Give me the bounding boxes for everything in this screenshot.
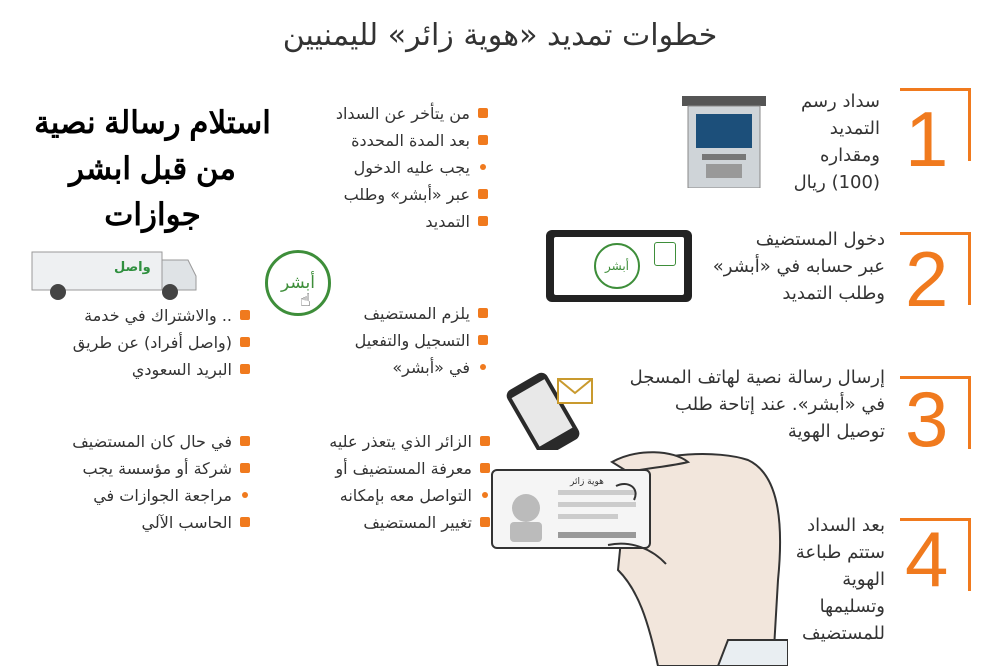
overlay-line-1: استلام رسالة نصية [34, 105, 271, 140]
step-1-number: 1 [905, 95, 949, 183]
hand-holding-card [488, 440, 788, 666]
note-change-host: الزائر الذي يتعذر عليه معرفة المستضيف أو التواصل معه بإمكانه تغيير المستضيف [270, 428, 492, 536]
note-late-payment: من يتأخر عن السداد بعد المدة المحددة يجب عليه الدخول عبر «أبشر» وطلب التمديد [290, 100, 490, 235]
step-3-number: 3 [905, 375, 949, 463]
step-1-text: سداد رسم التمديد ومقداره (100) ريال [793, 91, 880, 193]
overlay-caption [20, 100, 285, 238]
emblem-icon [654, 242, 676, 266]
note-register-absher: يلزم المستضيف التسجيل والتفعيل في «أبشر» [290, 300, 490, 381]
absher-logo-small: أبشر [594, 243, 640, 289]
wasel-van-icon [30, 250, 198, 302]
overlay-line-2: من قبل ابشر جوازات [68, 151, 237, 232]
phone-message-icon [500, 365, 600, 450]
step-2-number: 2 [905, 235, 949, 323]
note-wasel-subscription: .. والاشتراك في خدمة (واصل أفراد) عن طريق البريد السعودي [20, 302, 252, 383]
step-4-number: 4 [905, 515, 949, 603]
step-2-text: دخول المستضيف عبر حسابه في «أبشر» وطلب التمديد [712, 229, 885, 304]
wasel-label: واصل [114, 260, 151, 275]
note-company-host: في حال كان المستضيف شركة أو مؤسسة يجب مراجعة الجوازات في الحاسب الآلي [20, 428, 252, 536]
atm-icon [682, 96, 766, 188]
tablet-icon [546, 230, 692, 302]
card-label: هوية زائر [570, 477, 604, 487]
absher-logo: أبشر [265, 250, 331, 316]
step-3-text: إرسال رسالة نصية لهاتف المسجل في «أبشر». عند إتاحة طلب توصيل الهوية [629, 367, 885, 442]
step-4-text: بعد السداد ستتم طباعة الهوية وتسليمها للمستضيف [795, 515, 885, 644]
page-title: خطوات تمديد «هوية زائر» لليمنيين [282, 18, 718, 53]
pointer-icon: ☝ [300, 290, 311, 311]
